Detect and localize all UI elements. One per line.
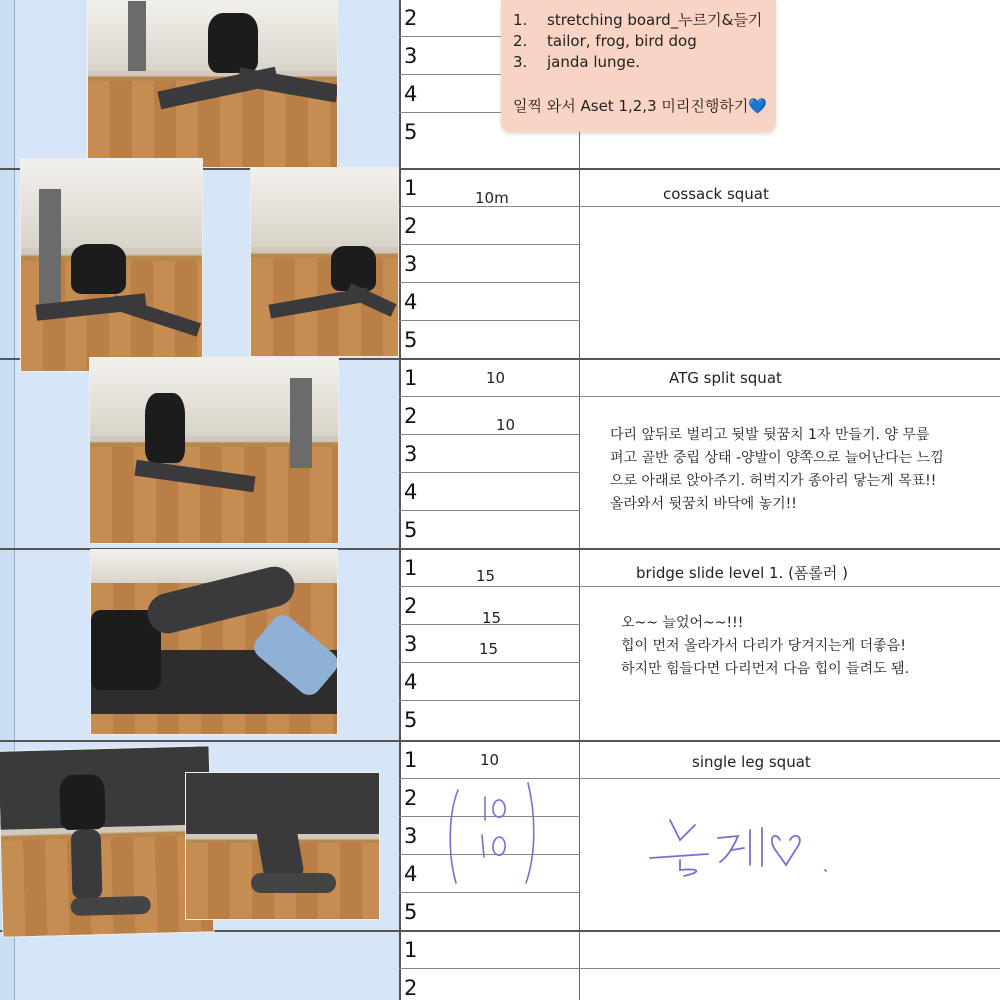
column-divider [579, 0, 580, 1000]
coach-note: 펴고 골반 중립 상태 -양발이 양쪽으로 늘어난다는 느낌 [610, 450, 944, 466]
sticky-note-list [513, 10, 762, 73]
coach-note: 하지만 힘들다면 다리먼저 다음 힙이 들려도 됌. [621, 661, 910, 677]
list-item: 3. janda lunge. [513, 53, 641, 71]
handwritten-signature-drawing [640, 810, 840, 890]
coach-note: 으로 아래로 앉아주기. 허벅지가 종아리 닿는게 목표!! [610, 473, 937, 489]
blue-heart-icon: 💙 [748, 97, 768, 115]
row-line [580, 778, 1000, 779]
column-divider [399, 0, 401, 1000]
reps-value: 10 [480, 751, 500, 769]
row-line [580, 586, 1000, 587]
row-line [399, 434, 580, 435]
row-number: 3 [404, 252, 418, 276]
row-line [399, 244, 580, 245]
row-number: 3 [404, 632, 418, 656]
row-number: 5 [404, 708, 418, 732]
row-number: 4 [404, 290, 418, 314]
reps-value: 15 [476, 567, 496, 585]
row-line [399, 586, 580, 587]
exercise-photo [20, 158, 203, 372]
exercise-photo [250, 167, 399, 357]
coach-note: 힙이 먼저 올라가서 다리가 당겨지는게 더좋음! [621, 638, 906, 654]
section-divider [0, 740, 1000, 742]
exercise-name: bridge slide level 1. (폼롤러 ) [636, 564, 849, 582]
coach-note: 오~~ 늘었어~~!!! [621, 615, 744, 631]
exercise-name: ATG split squat [669, 369, 782, 387]
reps-value: 10 [496, 416, 516, 434]
row-number: 4 [404, 82, 418, 106]
list-item: 2. tailor, frog, bird dog [513, 32, 697, 50]
exercise-photo [0, 745, 214, 937]
row-number: 2 [404, 214, 418, 238]
row-number: 4 [404, 862, 418, 886]
row-line [580, 206, 1000, 207]
row-number: 3 [404, 44, 418, 68]
coach-note: 다리 앞뒤로 벌리고 뒷발 뒷꿈치 1자 만들기. 양 무릎 [610, 427, 930, 443]
row-line [399, 968, 580, 969]
row-number: 5 [404, 120, 418, 144]
row-line [399, 700, 580, 701]
row-number: 5 [404, 328, 418, 352]
row-number: 2 [404, 976, 418, 1000]
row-number: 1 [404, 176, 418, 200]
row-number: 4 [404, 480, 418, 504]
exercise-photo [89, 357, 339, 544]
row-number: 1 [404, 366, 418, 390]
reps-value: 15 [482, 609, 502, 627]
row-number: 2 [404, 6, 418, 30]
row-number: 1 [404, 938, 418, 962]
exercise-name: cossack squat [663, 185, 769, 203]
row-line [399, 662, 580, 663]
row-number: 2 [404, 404, 418, 428]
row-line [399, 510, 580, 511]
row-number: 2 [404, 786, 418, 810]
sticky-note [501, 0, 776, 132]
reps-value: 10 [486, 369, 506, 387]
row-number: 1 [404, 556, 418, 580]
row-number: 5 [404, 518, 418, 542]
row-line [399, 892, 580, 893]
exercise-photo [87, 0, 338, 168]
coach-note: 올라와서 뒷꿈치 바닥에 놓기!! [610, 496, 797, 512]
row-number: 1 [404, 748, 418, 772]
reps-value: 15 [479, 640, 499, 658]
list-item: 1. stretching board_누르기&들기 [513, 11, 763, 29]
row-number: 2 [404, 594, 418, 618]
row-number: 3 [404, 442, 418, 466]
row-line [399, 320, 580, 321]
row-line [580, 968, 1000, 969]
row-line [399, 396, 580, 397]
exercise-photo [185, 772, 380, 920]
row-line [580, 396, 1000, 397]
row-number: 5 [404, 900, 418, 924]
exercise-photo [90, 549, 338, 735]
row-line [399, 282, 580, 283]
sticky-note-footer: 일찍 와서 Aset 1,2,3 미리진행하기💙 [513, 97, 768, 115]
exercise-name: single leg squat [692, 753, 811, 771]
row-number: 4 [404, 670, 418, 694]
reps-value: 10m [475, 189, 509, 207]
handwritten-reps-drawing [440, 775, 550, 890]
row-line [399, 472, 580, 473]
row-number: 3 [404, 824, 418, 848]
